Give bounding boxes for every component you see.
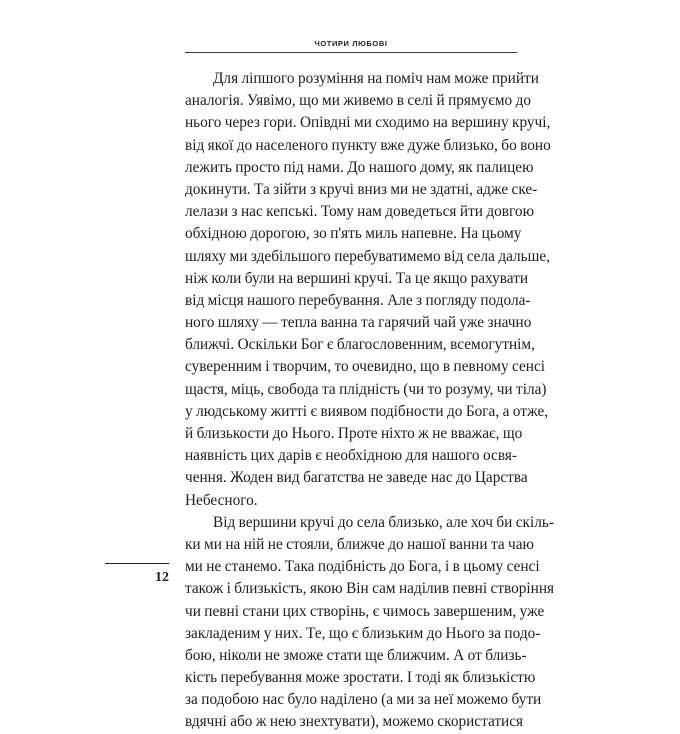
text-line: шляху ми здебільшого перебуватимемо від села дальше, <box>185 247 551 265</box>
text-line: Від вершини кручі до села близько, але хоч би скіль- <box>213 513 554 531</box>
text-line: кість перебування може зростати. І тоді як близькістю <box>185 669 536 687</box>
text-line: суверенним і творчим, то очевидно, що в певному сенсі <box>185 358 546 376</box>
text-line: аналогія. Уявімо, що ми живемо в селі й прямуємо до <box>185 92 532 110</box>
header-rule <box>185 52 517 53</box>
text-line: від якої до населеного пункту вже дуже близько, бо воно <box>185 136 551 154</box>
text-line: ніж коли були на вершині кручі. Та це якщо рахувати <box>185 269 529 287</box>
body-text <box>185 68 555 734</box>
text-line: чення. Жоден вид багатства не заведе нас до Царства <box>185 469 528 487</box>
text-line: від місця нашого перебування. Але з погляду подола- <box>185 291 531 309</box>
text-line: закладеним у них. Те, що є близьким до Нього за подо- <box>185 624 541 642</box>
text-line: докинути. Та зійти з кручі вниз ми не здатні, адже ске- <box>185 180 538 198</box>
text-line: чи певні стани цих створінь, є чимось завершеним, уже <box>185 602 545 620</box>
text-line: вдячні або ж нею знехтувати), можемо скористатися <box>185 713 524 731</box>
text-line: у людському житті є виявом подібности до Бога, а отже, <box>185 402 549 420</box>
text-line: обхідною дорогою, зо п'ять миль напевне. На цьому <box>185 225 522 243</box>
text-line: й близькости до Нього. Проте ніхто ж не вважає, що <box>185 425 523 442</box>
page-number: 12 <box>155 570 169 585</box>
text-line: ми не станемо. Така подібність до Бога, і в цьому сенсі <box>185 558 540 576</box>
text-line: наявність цих дарів є необхідною для нашого освя- <box>185 447 517 465</box>
running-head: ЧОТИРИ ЛЮБОВІ <box>314 39 388 48</box>
text-line: щастя, міць, свобода та плідність (чи то розуму, чи тіла) <box>185 380 547 398</box>
text-line: бою, ніколи не зможе стати ще ближчим. А от близь- <box>185 646 527 664</box>
footer-rule <box>105 563 169 564</box>
text-line: за подобою нас було наділено (а ми за неї можемо бути <box>185 691 542 709</box>
text-line: також і близькість, якою Він сам наділив певні створіння <box>185 580 555 598</box>
text-line: Для ліпшого розуміння на поміч нам може прийти <box>213 70 539 87</box>
text-line: ближчі. Оскільки Бог є благословенним, всемогутнім, <box>185 336 535 354</box>
text-line: ного шляху — тепла ванна та гарячий чай уже значно <box>185 314 532 332</box>
text-line: нього через гори. Опівдні ми сходимо на вершину кручі, <box>185 114 551 132</box>
text-line: Небесного. <box>185 491 258 509</box>
text-line: лежить просто під нами. До нашого дому, як палицею <box>185 158 534 176</box>
text-line: лелази з нас кепські. Тому нам доведеться йти довгою <box>185 203 535 221</box>
text-line: ки ми на ній не стояли, ближче до нашої ванни та чаю <box>185 535 534 553</box>
